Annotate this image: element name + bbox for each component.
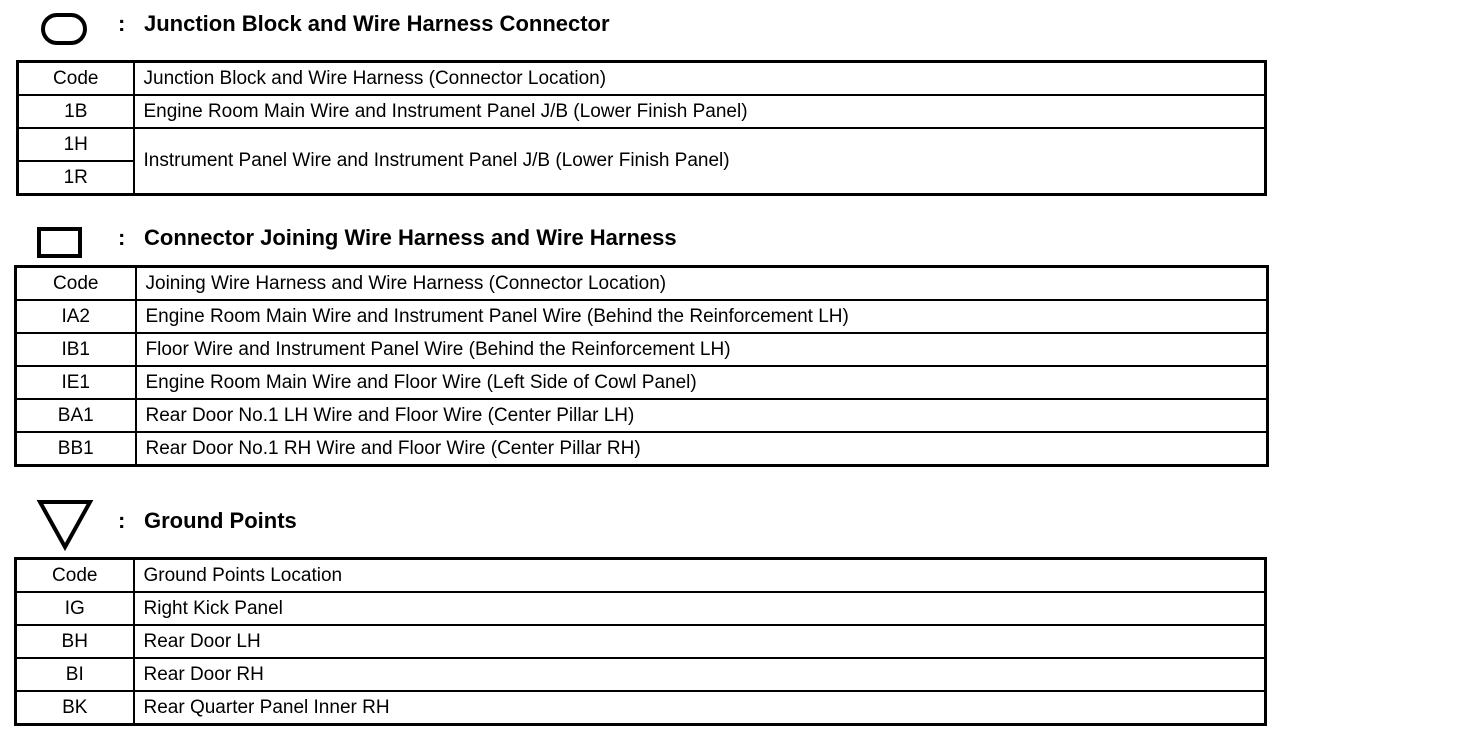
rounded-rectangle-icon <box>40 12 88 46</box>
description-cell: Rear Door No.1 RH Wire and Floor Wire (Center Pillar RH) <box>136 432 1268 466</box>
description-cell: Engine Room Main Wire and Instrument Panel Wire (Behind the Reinforcement LH) <box>136 300 1268 333</box>
code-cell: BA1 <box>16 399 136 432</box>
column-header-code: Code <box>16 267 136 301</box>
table-row <box>16 592 1266 625</box>
description-cell: Engine Room Main Wire and Floor Wire (Left Side of Cowl Panel) <box>136 366 1268 399</box>
code-cell: BI <box>16 658 134 691</box>
description-cell: Engine Room Main Wire and Instrument Panel J/B (Lower Finish Panel) <box>134 95 1266 128</box>
column-header-code: Code <box>16 559 134 593</box>
connector-joining-table <box>14 265 1269 467</box>
column-header-description: Junction Block and Wire Harness (Connector Location) <box>134 62 1266 96</box>
code-cell: 1H <box>18 128 134 161</box>
rectangle-icon <box>36 226 84 260</box>
section-title: Connector Joining Wire Harness and Wire Harness <box>144 225 677 250</box>
inverted-triangle-icon <box>36 498 94 552</box>
table-header-row <box>16 267 1268 301</box>
code-cell: BB1 <box>16 432 136 466</box>
column-header-description: Joining Wire Harness and Wire Harness (Connector Location) <box>136 267 1268 301</box>
section-ground-points-heading <box>0 498 1300 538</box>
section-connector-joining-heading <box>0 222 1300 262</box>
section-junction-block-heading <box>0 8 1300 48</box>
table-row <box>16 300 1268 333</box>
description-cell: Rear Quarter Panel Inner RH <box>134 691 1266 725</box>
table-row <box>16 691 1266 725</box>
heading-colon: : <box>118 508 126 533</box>
description-cell: Right Kick Panel <box>134 592 1266 625</box>
code-cell: BH <box>16 625 134 658</box>
table-row <box>16 366 1268 399</box>
table-row <box>18 95 1266 128</box>
table-row <box>16 399 1268 432</box>
table-row <box>16 658 1266 691</box>
code-cell: IG <box>16 592 134 625</box>
code-cell: IB1 <box>16 333 136 366</box>
section-title: Ground Points <box>144 508 297 533</box>
table-row <box>18 128 1266 161</box>
description-cell: Rear Door No.1 LH Wire and Floor Wire (Center Pillar LH) <box>136 399 1268 432</box>
code-cell: IA2 <box>16 300 136 333</box>
heading-colon: : <box>118 11 126 36</box>
section-title: Junction Block and Wire Harness Connector <box>144 11 610 36</box>
description-cell: Rear Door RH <box>134 658 1266 691</box>
code-cell: 1R <box>18 161 134 195</box>
description-cell: Instrument Panel Wire and Instrument Panel J/B (Lower Finish Panel) <box>134 128 1266 195</box>
column-header-description: Ground Points Location <box>134 559 1266 593</box>
code-cell: IE1 <box>16 366 136 399</box>
table-header-row <box>16 559 1266 593</box>
table-header-row <box>18 62 1266 96</box>
code-cell: 1B <box>18 95 134 128</box>
code-cell: BK <box>16 691 134 725</box>
description-cell: Rear Door LH <box>134 625 1266 658</box>
table-row <box>16 333 1268 366</box>
table-row <box>16 625 1266 658</box>
heading-colon: : <box>118 225 126 250</box>
junction-block-table <box>16 60 1267 196</box>
table-row <box>16 432 1268 466</box>
description-cell: Floor Wire and Instrument Panel Wire (Behind the Reinforcement LH) <box>136 333 1268 366</box>
column-header-code: Code <box>18 62 134 96</box>
ground-points-table <box>14 557 1267 726</box>
